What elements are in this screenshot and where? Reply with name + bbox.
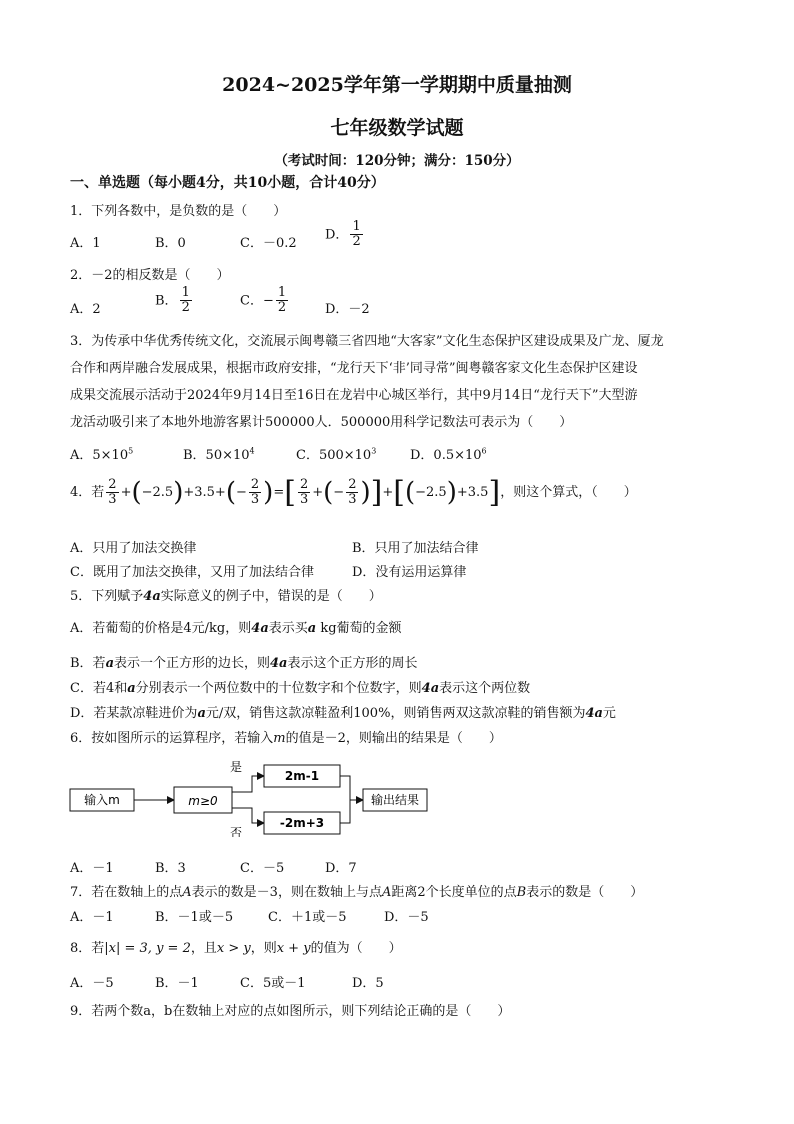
q3-option-c-exponent: 3 — [371, 446, 377, 456]
q4-fraction-3 — [298, 478, 310, 508]
q4-paren-open: ( — [404, 477, 416, 508]
flow-yes-expression: 2m-1 — [284, 769, 320, 783]
q4-plus-3-5: +3.5+ — [183, 485, 226, 500]
q1-option-c: C．－0.2 — [240, 236, 297, 251]
q5-b-post: 表示这个正方形的周长 — [287, 656, 418, 671]
fraction-denominator: 3 — [250, 492, 260, 507]
flowchart — [68, 757, 448, 837]
q8-option-b: B．－1 — [155, 976, 199, 991]
question-8-stem — [70, 937, 402, 956]
q7-option-d: D．－5 — [384, 910, 429, 925]
fraction-numerator: 2 — [108, 476, 117, 492]
fraction-numerator: 2 — [299, 476, 309, 492]
q5-a-unit2: kg — [320, 621, 337, 636]
q4-option-c: C．既用了加法交换律，又用了加法结合律 — [70, 565, 314, 580]
q4-plus-1: + — [120, 485, 132, 500]
q5-d-mid2: ，则销售两双这款凉鞋的销售额为 — [390, 706, 586, 721]
q4-option-b: B．只用了加法结合律 — [352, 541, 479, 556]
q4-paren-close: ) — [446, 477, 457, 508]
q5-a-variable: a — [307, 621, 317, 636]
q4-neg-2-5: −2.5 — [415, 485, 447, 500]
q3-option-d — [410, 444, 487, 463]
q4-neg-2-5: −2.5 — [141, 485, 174, 500]
q5-expression: 4a — [143, 589, 161, 604]
q7-option-a: A．－1 — [70, 910, 114, 925]
q8-mid: ，且 — [190, 941, 217, 956]
question-6-stem — [70, 727, 502, 746]
q6-variable: m — [273, 731, 286, 746]
q5-a-expression: 4a — [251, 621, 269, 636]
q5-d-percent: 100% — [353, 706, 391, 721]
q5-option-a — [70, 617, 402, 636]
question-5-stem — [70, 585, 382, 604]
q6-stem-post: 的值是－2，则输出的结果是（ ） — [285, 731, 502, 746]
q7-stem-mid2: 距离2个长度单位的点 — [391, 885, 517, 900]
fraction-denominator: 3 — [299, 492, 309, 507]
q2-option-c — [240, 286, 290, 316]
q4-plus: + — [382, 485, 394, 500]
question-3-line-4: 龙活动吸引来了本地外地游客累计500000人．500000用科学记数法可表示为（ ） — [70, 415, 573, 430]
q5-d-post: 元 — [602, 706, 616, 721]
fraction-denominator: 2 — [181, 300, 190, 316]
q4-equals: = — [273, 485, 285, 500]
q8-expression: x + y — [276, 941, 311, 956]
fraction-denominator: 3 — [108, 492, 117, 507]
q7-stem-pre: 7．若在数轴上的点 — [70, 885, 183, 900]
q5-a-mid: ，则 — [225, 621, 252, 636]
q8-inequality: x > y — [216, 941, 251, 956]
q4-tail: ，则这个算式，（ ） — [500, 485, 637, 500]
q7-option-b: B．－1或－5 — [155, 910, 234, 925]
q4-paren-open: ( — [323, 477, 334, 508]
q3-option-b-exponent: 4 — [249, 446, 255, 456]
q4-option-a: A．只用了加法交换律 — [70, 541, 197, 556]
q4-bracket-close: ] — [488, 475, 501, 510]
q5-b-pre: B．若 — [70, 656, 106, 671]
flow-yes-label: 是 — [230, 760, 243, 774]
q8-lead: 8．若 — [70, 941, 105, 956]
exam-title: 2024~2025学年第一学期期中质量抽测 — [222, 74, 572, 96]
q8-mid2: ，则 — [250, 941, 277, 956]
q4-paren-open: ( — [131, 477, 142, 508]
q4-fraction-4 — [346, 478, 358, 508]
q2-option-d: D．－2 — [325, 302, 370, 317]
q4-paren-close: ) — [360, 477, 371, 508]
q5-c-variable: a — [127, 681, 136, 696]
q5-option-c — [70, 677, 530, 696]
q5-d-pre: D．若某款凉鞋进价为 — [70, 706, 198, 721]
q5-a-mid2: 表示买 — [268, 621, 308, 636]
q4-option-d: D．没有运用运算律 — [352, 565, 467, 580]
section-heading: 一、单选题（每小题4分，共10小题，合计40分） — [70, 175, 385, 191]
q5-b-mid: 表示一个正方形的边长，则 — [114, 656, 271, 671]
q5-option-d — [70, 702, 616, 721]
q6-option-c: C．－5 — [240, 861, 285, 876]
q5-b-variable: a — [105, 656, 114, 671]
q4-fraction-1 — [106, 478, 118, 508]
exam-info: （考试时间：120分钟；满分：150分） — [274, 153, 520, 169]
q3-option-a-exponent: 5 — [128, 446, 134, 456]
q4-plus: + — [456, 485, 468, 500]
q2-option-c-fraction — [276, 286, 288, 316]
fraction-denominator: 3 — [348, 492, 357, 507]
question-7-stem — [70, 881, 643, 900]
fraction-numerator: 1 — [352, 219, 361, 234]
q8-option-c: C．5或－1 — [240, 976, 306, 991]
flow-output-label: 输出结果 — [370, 793, 420, 807]
flow-no-expression: -2m+3 — [279, 816, 325, 830]
q3-option-c — [296, 444, 376, 463]
question-1-stem: 1．下列各数中，是负数的是（ ） — [70, 204, 287, 219]
fraction-numerator: 1 — [181, 285, 190, 300]
q6-option-d: D．7 — [325, 861, 357, 876]
q8-tail: 的值为（ ） — [310, 941, 402, 956]
q5-c-expression: 4a — [421, 681, 440, 696]
q2-option-c-label: C．− — [240, 293, 274, 309]
q1-option-a: A．1 — [70, 236, 101, 251]
q1-option-d — [325, 220, 365, 250]
q7-stem-mid: 表示的数是－3，则在数轴上与点 — [191, 885, 382, 900]
flow-condition-label: m≥0 — [188, 794, 218, 808]
q2-option-b-label: B． — [155, 293, 178, 309]
flow-input-label: 输入m — [84, 793, 120, 807]
q8-abs-condition: |x| = 3, y = 2 — [104, 941, 191, 956]
q4-paren-open: ( — [225, 477, 236, 508]
q2-option-b — [155, 286, 194, 316]
fraction-numerator: 2 — [250, 476, 260, 492]
q5-a-unit: /kg — [204, 621, 226, 636]
q5-c-post: 表示这个两位数 — [439, 681, 531, 696]
q5-stem-post: 实际意义的例子中，错误的是（ ） — [160, 589, 382, 604]
flow-arrow-yes — [232, 776, 264, 792]
flow-merge-bracket — [340, 776, 350, 823]
question-3-line-3: 成果交流展示活动于2024年9月14日至16日在龙岩中心城区举行，其中9月14日“龙行天下”大型游 — [70, 388, 638, 403]
q4-plus: + — [312, 485, 324, 500]
q6-option-a: A．－1 — [70, 861, 114, 876]
q1-option-b: B．0 — [155, 236, 186, 251]
fraction-numerator: 1 — [277, 285, 287, 300]
question-9-stem: 9．若两个数a，b在数轴上对应的点如图所示，则下列结论正确的是（ ） — [70, 1004, 511, 1019]
flow-no-label: 否 — [230, 826, 243, 837]
q4-fraction-2 — [249, 478, 261, 508]
q3-option-c-base: C．500×10 — [296, 448, 372, 463]
q5-a-post: 葡萄的金额 — [336, 621, 402, 636]
q7-option-c: C．＋1或－5 — [268, 910, 347, 925]
q2-option-a: A．2 — [70, 302, 101, 317]
q4-bracket-close: ] — [370, 475, 383, 510]
q2-option-b-fraction — [180, 286, 192, 316]
q3-option-a — [70, 444, 133, 463]
q4-lead: 4．若 — [70, 485, 105, 500]
q7-point-a: A — [182, 885, 192, 900]
flow-arrow-no — [232, 808, 264, 823]
q5-option-b — [70, 652, 418, 671]
q8-option-a: A．－5 — [70, 976, 114, 991]
fraction-denominator: 2 — [352, 234, 361, 250]
q6-option-b: B．3 — [155, 861, 186, 876]
q4-bracket-open: [ — [393, 475, 405, 510]
q5-a-pre: A．若葡萄的价格是4元 — [70, 621, 205, 636]
q5-b-expression: 4a — [270, 656, 288, 671]
q5-d-mid: 元/双，销售这款凉鞋盈利 — [205, 706, 354, 721]
exam-subject-title: 七年级数学试题 — [330, 117, 464, 139]
question-3-line-2: 合作和两岸融合发展成果，根据市政府安排，“龙行天下‘非’同寻常”闽粤赣客家文化生态保护区建设 — [70, 361, 638, 376]
fraction-numerator: 2 — [348, 476, 357, 492]
q1-option-d-fraction — [350, 220, 362, 250]
q4-paren-close: ) — [173, 477, 184, 508]
q5-stem-pre: 5．下列赋予 — [70, 589, 144, 604]
q1-option-d-label: D． — [325, 227, 349, 243]
q4-bracket-open: [ — [284, 475, 296, 510]
q7-point-b: B — [516, 885, 527, 900]
question-3-line-1: 3．为传承中华优秀传统文化，交流展示闽粤赣三省四地“大客家”文化生态保护区建设成果及广龙、厦龙 — [70, 334, 664, 349]
q5-c-mid: 分别表示一个两位数中的十位数字和个位数字，则 — [135, 681, 422, 696]
q4-minus: − — [333, 485, 345, 500]
question-4-stem: 4．若 $\frac{2}{3}$ +(−2.5)+3.5+(− $\frac{2}{3}$ )=[ $\frac{2}{3}$ +(− $\frac{2}{3}$ )]+[(−2.5)+3.5]，则这个算式，（ ） — [70, 475, 637, 510]
q4-paren-close: ) — [263, 477, 274, 508]
q6-stem-pre: 6．按如图所示的运算程序，若输入 — [70, 731, 274, 746]
q7-stem-post: 表示的数是（ ） — [526, 885, 644, 900]
question-2-stem: 2．－2的相反数是（ ） — [70, 268, 230, 283]
q5-d-variable: a — [197, 706, 206, 721]
q3-option-d-exponent: 6 — [481, 446, 487, 456]
q3-option-d-base: D．0.5×10 — [410, 448, 482, 463]
q5-c-pre: C．若4和 — [70, 681, 128, 696]
q3-option-b-base: B．50×10 — [183, 448, 250, 463]
q8-option-d: D．5 — [352, 976, 384, 991]
q5-d-expression: 4a — [585, 706, 603, 721]
q4-minus: − — [235, 485, 247, 500]
q3-option-a-base: A．5×10 — [70, 448, 129, 463]
fraction-denominator: 2 — [277, 300, 287, 316]
q7-point-a: A — [381, 885, 392, 900]
q3-option-b — [183, 444, 255, 463]
